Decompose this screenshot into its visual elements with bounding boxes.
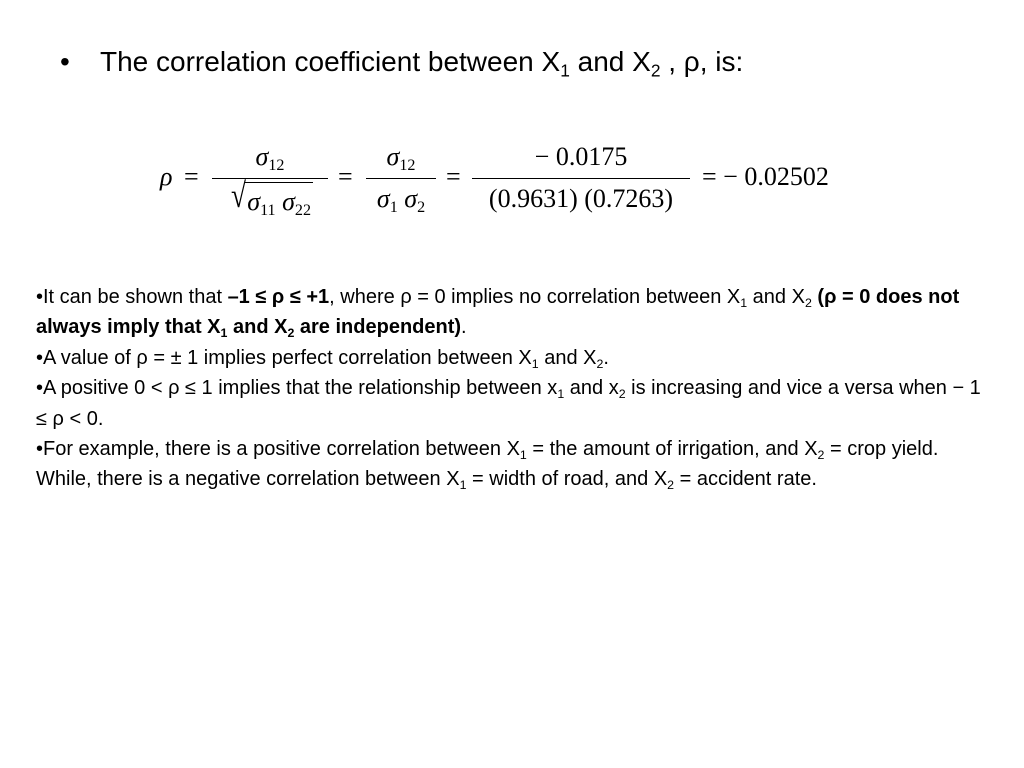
equation-rho: ρ (160, 162, 173, 191)
note-range: •It can be shown that –1 ≤ ρ ≤ +1, where ρ = 0 implies no correlation between $X_1$ and $X_2$ (ρ = 0 does not always imply that $X_1$ and $X_2$ are independent). (36, 286, 960, 341)
fraction-3-bar (472, 178, 690, 179)
fraction-sigma12-over-sqrt (212, 138, 328, 234)
equation-equals-1: = (184, 162, 199, 191)
correlation-equation (150, 138, 890, 234)
fraction-2-denominator: $\sigma_1$ $\sigma_2$ (376, 184, 426, 217)
heading-text-before: The correlation coefficient between X (100, 46, 561, 77)
note-example: •For example, there is a positive correlation between $X_1$ = the amount of irrigation, and $X_2$ = crop yield. While, there is a negative correlation between $X_1$ = width of road, and $X_2$ = accident rate. (36, 438, 939, 493)
heading-subscript-1: 1 (560, 60, 570, 81)
note-positive-correlation: •A positive 0 < ρ ≤ 1 implies that the relationship between $x_1$ and $x_2$ is increasing and vice a versa when − 1 ≤ ρ < 0. (36, 377, 981, 430)
heading-line (60, 40, 1000, 84)
equation-equals-3: = (446, 162, 461, 191)
equation-equals-2: = (338, 162, 353, 191)
fraction-2-numerator: $\sigma_{12}$ (386, 142, 416, 175)
fraction-1-bar (212, 178, 328, 179)
fraction-1-denominator (212, 175, 328, 220)
heading-subscript-2: 2 (650, 60, 661, 81)
fraction-numeric (472, 138, 690, 234)
note-perfect-correlation: •A value of ρ = ± 1 implies perfect correlation between $X_1$ and $X_2$. (36, 346, 609, 371)
fraction-1-numerator: $\sigma_{12}$ (255, 142, 285, 175)
fraction-3-denominator: (0.9631) (0.7263) (488, 184, 674, 213)
heading-text-mid: and X (569, 46, 651, 77)
fraction-2-bar (366, 178, 436, 179)
square-root: $√\sigma_{11}$ $\sigma_{22}$ (230, 175, 312, 220)
equation-result: = − 0.02502 (702, 162, 829, 191)
fraction-sigma12-over-sigma1-sigma2 (366, 138, 436, 234)
fraction-3-numerator: − 0.0175 (534, 142, 628, 171)
notes-block (36, 282, 986, 495)
heading-text-after: , ρ, is: (660, 46, 744, 77)
heading-bullet: • (60, 46, 70, 77)
